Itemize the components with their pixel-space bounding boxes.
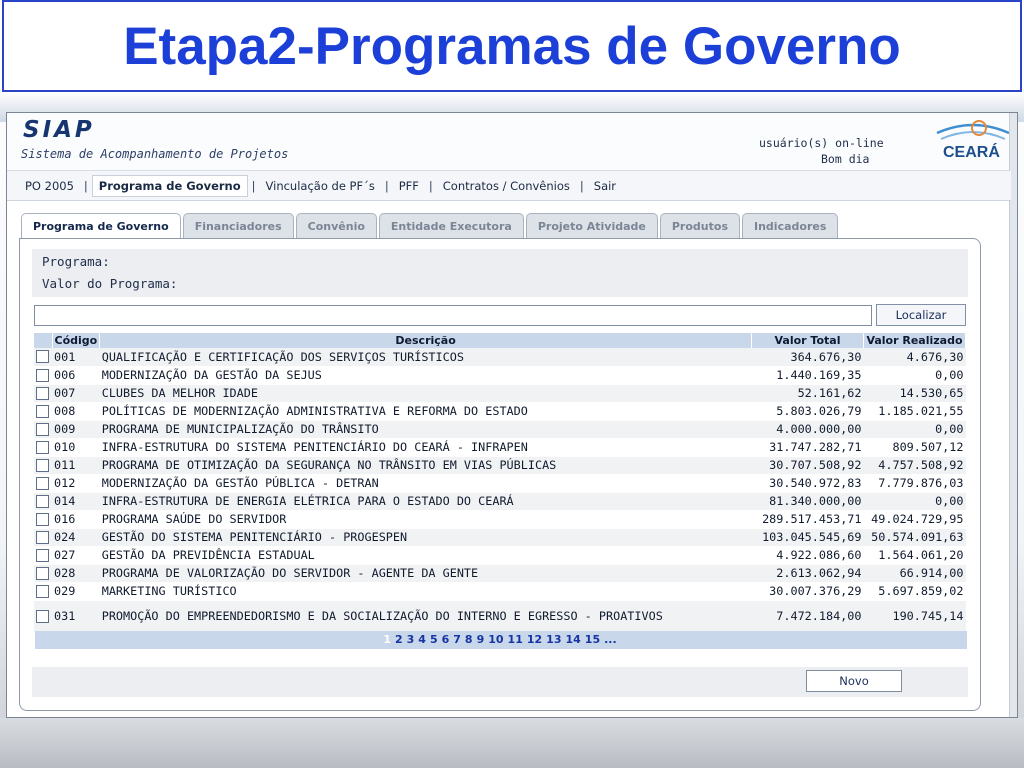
tab-projeto-atividade[interactable]: Projeto Atividade [526, 213, 658, 238]
pager-page-link[interactable]: 11 [507, 633, 523, 646]
pager-page-link[interactable]: 4 [418, 633, 426, 646]
table-row[interactable] [34, 348, 966, 366]
table-row[interactable] [34, 402, 966, 420]
cell-description: PROGRAMA SAÚDE DO SERVIDOR [100, 510, 752, 528]
table-row[interactable] [34, 510, 966, 528]
row-select-checkbox[interactable] [36, 585, 49, 598]
app-window [6, 112, 1018, 718]
cell-realized: 0,00 [864, 366, 966, 384]
row-select-checkbox[interactable] [36, 423, 49, 436]
row-checkbox [34, 564, 52, 582]
row-select-checkbox[interactable] [36, 567, 49, 580]
pager-current-page: 1 [383, 633, 391, 646]
cell-realized: 5.697.859,02 [864, 582, 966, 600]
cell-description: PROMOÇÃO DO EMPREENDEDORISMO E DA SOCIALIZAÇÃO DO INTERNO E EGRESSO - PROATIVOS [100, 600, 752, 632]
new-button[interactable]: Novo [806, 670, 902, 692]
app-subtitle: Sistema de Acompanhamento de Projetos [21, 147, 289, 161]
cell-description: PROGRAMA DE MUNICIPALIZAÇÃO DO TRÂNSITO [100, 420, 752, 438]
slide-title: Etapa2-Programas de Governo [123, 16, 901, 76]
cell-code: 001 [52, 348, 100, 366]
table-row[interactable] [34, 582, 966, 600]
cell-total: 81.340.000,00 [752, 492, 864, 510]
pager-page-link[interactable]: 15 [584, 633, 601, 646]
menu-separator: | [83, 178, 88, 193]
menu-separator: | [579, 178, 584, 193]
cell-description: MARKETING TURÍSTICO [100, 582, 752, 600]
table-row[interactable] [34, 474, 966, 492]
cell-realized: 1.564.061,20 [864, 546, 966, 564]
row-select-checkbox[interactable] [36, 441, 49, 454]
row-checkbox [34, 474, 52, 492]
pager-page-link[interactable]: 12 [526, 633, 543, 646]
row-select-checkbox[interactable] [36, 495, 49, 508]
column-header-description[interactable]: Descrição [100, 333, 752, 348]
cell-description: INFRA-ESTRUTURA DO SISTEMA PENITENCIÁRIO DO CEARÁ - INFRAPEN [100, 438, 752, 456]
row-select-checkbox[interactable] [36, 477, 49, 490]
pager-page-link[interactable]: 8 [464, 633, 473, 646]
table-row[interactable] [34, 384, 966, 402]
row-checkbox [34, 546, 52, 564]
menu-item-pff[interactable]: PFF [398, 178, 419, 193]
cell-total: 30.007.376,29 [752, 582, 864, 600]
pager-page-link[interactable]: 2 [394, 633, 403, 646]
row-checkbox [34, 402, 52, 420]
row-select-checkbox[interactable] [36, 459, 49, 472]
cell-total: 30.540.972,83 [752, 474, 864, 492]
users-online-link[interactable]: usuário(s) on-line [759, 136, 884, 150]
row-checkbox [34, 456, 52, 474]
column-header-code[interactable]: Código [52, 333, 100, 348]
search-button[interactable]: Localizar [876, 304, 966, 326]
cell-code: 014 [52, 492, 100, 510]
row-checkbox [34, 438, 52, 456]
cell-realized: 4.757.508,92 [864, 456, 966, 474]
tab-convenio[interactable]: Convênio [296, 213, 377, 238]
row-checkbox [34, 492, 52, 510]
cell-realized: 1.185.021,55 [864, 402, 966, 420]
cell-description: MODERNIZAÇÃO DA GESTÃO PÚBLICA - DETRAN [100, 474, 752, 492]
row-select-checkbox[interactable] [36, 350, 49, 363]
cell-code: 024 [52, 528, 100, 546]
pager-page-link[interactable]: 5 [429, 633, 438, 646]
cell-realized: 0,00 [864, 420, 966, 438]
app-header [7, 113, 1018, 171]
cell-code: 008 [52, 402, 100, 420]
cell-total: 30.707.508,92 [752, 456, 864, 474]
table-header-row [34, 333, 966, 348]
cell-description: CLUBES DA MELHOR IDADE [100, 384, 752, 402]
cell-code: 028 [52, 564, 100, 582]
cell-description: GESTÃO DO SISTEMA PENITENCIÁRIO - PROGESPEN [100, 528, 752, 546]
cell-total: 5.803.026,79 [752, 402, 864, 420]
cell-total: 52.161,62 [752, 384, 864, 402]
search-input[interactable] [34, 305, 872, 326]
pager-page-link[interactable]: 13 [546, 633, 562, 646]
cell-description: POLÍTICAS DE MODERNIZAÇÃO ADMINISTRATIVA E REFORMA DO ESTADO [100, 402, 752, 420]
row-checkbox [34, 384, 52, 402]
main-menu [7, 171, 1011, 201]
table-row[interactable] [34, 600, 966, 632]
cell-code: 007 [52, 384, 100, 402]
program-value-label: Valor do Programa: [42, 276, 178, 291]
menu-item-contratos-convenios[interactable]: Contratos / Convênios [442, 178, 570, 193]
menu-item-vinculacao-pfs[interactable]: Vinculação de PF´s [265, 178, 375, 193]
slide-footer-decoration [0, 718, 1024, 768]
cell-realized: 14.530,65 [864, 384, 966, 402]
tab-indicadores[interactable]: Indicadores [742, 213, 838, 238]
slide-title-band [2, 0, 1022, 92]
menu-separator: | [251, 178, 256, 193]
row-select-checkbox[interactable] [36, 531, 49, 544]
cell-total: 4.000.000,00 [752, 420, 864, 438]
action-bar [32, 667, 968, 697]
cell-code: 010 [52, 438, 100, 456]
cell-description: MODERNIZAÇÃO DA GESTÃO DA SEJUS [100, 366, 752, 384]
pager-page-link[interactable]: 9 [476, 633, 485, 646]
table-row[interactable] [34, 492, 966, 510]
pager-page-link[interactable]: 14 [565, 633, 581, 646]
pager-page-link[interactable]: 6 [441, 633, 450, 646]
row-checkbox [34, 348, 52, 366]
checkbox-column-header [34, 333, 52, 348]
pager-page-link[interactable]: ... [604, 633, 617, 646]
cell-realized: 190.745,14 [864, 600, 966, 632]
menu-separator: | [428, 178, 433, 193]
table-row[interactable] [34, 420, 966, 438]
tab-bar [21, 213, 840, 239]
cell-code: 011 [52, 456, 100, 474]
cell-code: 029 [52, 582, 100, 600]
row-select-checkbox[interactable] [36, 549, 49, 562]
cell-realized: 49.024.729,95 [864, 510, 966, 528]
tab-entidade-executora[interactable]: Entidade Executora [379, 213, 524, 238]
cell-total: 289.517.453,71 [752, 510, 864, 528]
row-select-checkbox[interactable] [36, 513, 49, 526]
cell-total: 7.472.184,00 [752, 600, 864, 632]
cell-code: 027 [52, 546, 100, 564]
row-select-checkbox[interactable] [36, 387, 49, 400]
table-row[interactable] [34, 456, 966, 474]
pagination [35, 631, 967, 649]
greeting-text: Bom dia [821, 152, 870, 166]
table-body [34, 348, 966, 632]
cell-code: 031 [52, 600, 100, 632]
row-checkbox [34, 600, 52, 632]
cell-total: 103.045.545,69 [752, 528, 864, 546]
row-checkbox [34, 528, 52, 546]
cell-code: 009 [52, 420, 100, 438]
row-select-checkbox[interactable] [36, 610, 49, 623]
cell-description: PROGRAMA DE VALORIZAÇÃO DO SERVIDOR - AGENTE DA GENTE [100, 564, 752, 582]
cell-description: PROGRAMA DE OTIMIZAÇÃO DA SEGURANÇA NO TRÂNSITO EM VIAS PÚBLICAS [100, 456, 752, 474]
cell-total: 2.613.062,94 [752, 564, 864, 582]
cell-total: 1.440.169,35 [752, 366, 864, 384]
row-checkbox [34, 510, 52, 528]
menu-item-po-2005[interactable]: PO 2005 [25, 178, 74, 193]
vertical-scrollbar[interactable] [1009, 113, 1017, 717]
table-row[interactable] [34, 528, 966, 546]
table-row[interactable] [34, 366, 966, 384]
pager-page-link[interactable]: 3 [406, 633, 415, 646]
menu-item-programa-de-governo[interactable]: Programa de Governo [92, 175, 248, 197]
cell-realized: 7.779.876,03 [864, 474, 966, 492]
table-row[interactable] [34, 546, 966, 564]
menu-item-sair[interactable]: Sair [593, 178, 617, 193]
cell-realized: 809.507,12 [864, 438, 966, 456]
table-row[interactable] [34, 438, 966, 456]
cell-realized: 50.574.091,63 [864, 528, 966, 546]
row-select-checkbox[interactable] [36, 405, 49, 418]
cell-code: 016 [52, 510, 100, 528]
cell-realized: 4.676,30 [864, 348, 966, 366]
table-row[interactable] [34, 564, 966, 582]
cell-total: 4.922.086,60 [752, 546, 864, 564]
pager-page-link[interactable]: 10 [488, 633, 504, 646]
cell-realized: 0,00 [864, 492, 966, 510]
tab-programa-de-governo[interactable]: Programa de Governo [21, 213, 181, 239]
row-checkbox [34, 582, 52, 600]
cell-description: INFRA-ESTRUTURA DE ENERGIA ELÉTRICA PARA O ESTADO DO CEARÁ [100, 492, 752, 510]
cell-code: 006 [52, 366, 100, 384]
cell-code: 012 [52, 474, 100, 492]
program-label: Programa: [42, 254, 110, 269]
column-header-realized[interactable]: Valor Realizado [864, 333, 966, 348]
row-checkbox [34, 420, 52, 438]
siap-logo: SIAP [23, 117, 95, 143]
row-select-checkbox[interactable] [36, 369, 49, 382]
program-table [34, 333, 966, 633]
cell-description: QUALIFICAÇÃO E CERTIFICAÇÃO DOS SERVIÇOS TURÍSTICOS [100, 348, 752, 366]
cell-total: 31.747.282,71 [752, 438, 864, 456]
program-info-box [32, 249, 968, 297]
pager-page-link[interactable]: 7 [453, 633, 461, 646]
tab-financiadores[interactable]: Financiadores [183, 213, 294, 238]
ceara-brand-text: CEARÁ [943, 144, 1000, 161]
cell-realized: 66.914,00 [864, 564, 966, 582]
tab-produtos[interactable]: Produtos [660, 213, 740, 238]
cell-total: 364.676,30 [752, 348, 864, 366]
menu-separator: | [384, 178, 389, 193]
row-checkbox [34, 366, 52, 384]
cell-description: GESTÃO DA PREVIDÊNCIA ESTADUAL [100, 546, 752, 564]
column-header-total[interactable]: Valor Total [752, 333, 864, 348]
